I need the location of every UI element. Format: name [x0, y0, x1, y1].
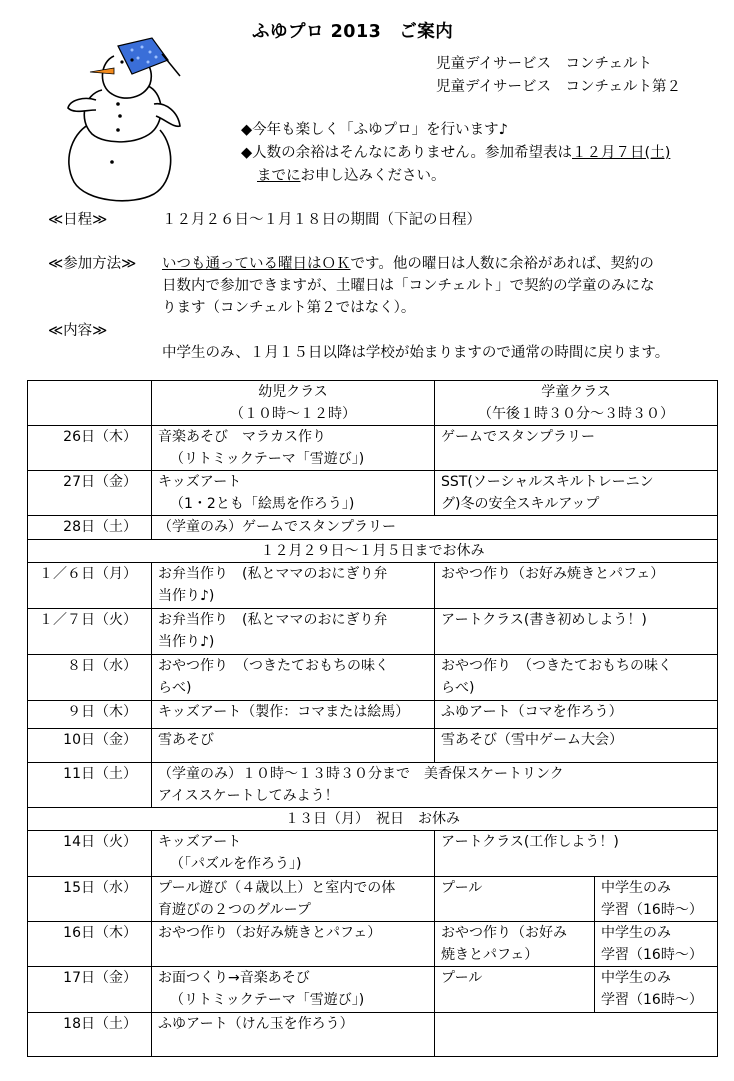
infant-activity-cell: [152, 922, 435, 967]
school-class-time: （午後１時３０分～３時３０）: [478, 406, 674, 422]
school-activity-cell: [435, 426, 718, 471]
activity-line: 音楽あそび マラカス作り: [158, 429, 326, 445]
infant-activity-cell: [152, 967, 435, 1013]
activity-line: （「パズルを作ろう」): [170, 856, 302, 872]
infant-class-title: 幼児クラス: [258, 384, 328, 400]
activity-line: お弁当作り (私とママのおにぎり弁: [158, 612, 388, 628]
school-activity-cell: [435, 1013, 718, 1057]
activity-line: 中学生のみ: [601, 970, 671, 986]
activity-line: 学習（16時～）: [601, 902, 703, 918]
school-activity-cell: [435, 655, 718, 701]
holiday-cell: １３日（月） 祝日 お休み: [28, 808, 718, 831]
merged-activity-cell: （学童のみ）ゲームでスタンプラリー: [152, 516, 718, 540]
table-row: [28, 831, 718, 877]
school-activity-cell: [435, 831, 718, 877]
activity-line: 中学生のみ: [601, 880, 671, 896]
activity-line: アートクラス(工作しよう！): [441, 834, 619, 850]
notice-line: ◆今年も楽しく「ふゆプロ」を行います♪: [241, 122, 508, 138]
activity-line: お面つくり→音楽あそび: [158, 970, 310, 986]
activity-line: プール遊び（４歳以上）と室内での体: [158, 880, 396, 896]
date-cell: 11日（土）: [28, 763, 152, 808]
date-cell: １／６日（月）: [28, 563, 152, 609]
activity-line: 中学生のみ: [601, 925, 671, 941]
activity-line: アイススケートしてみよう！: [158, 788, 339, 804]
date-cell: ８日（水）: [28, 655, 152, 701]
table-row: [28, 922, 718, 967]
activity-line: キッズアート: [158, 834, 242, 850]
date-cell: 27日（金）: [28, 471, 152, 516]
infant-activity-cell: [152, 609, 435, 655]
school-activity-cell: [435, 701, 718, 729]
infant-activity-cell: [152, 426, 435, 471]
table-row: [28, 1013, 718, 1057]
activity-line: SST(ソーシャルスキルトレーニン: [441, 474, 654, 490]
date-cell: 18日（土）: [28, 1013, 152, 1057]
infant-activity-cell: [152, 831, 435, 877]
header-school-cell: [435, 381, 718, 426]
table-row: [28, 471, 718, 516]
school-activity-cell: [435, 471, 718, 516]
organization-name: 児童デイサービス コンチェルト: [436, 56, 653, 72]
table-row: [28, 609, 718, 655]
activity-line: 育遊びの２つのグループ: [158, 902, 311, 918]
method-text: [162, 252, 654, 273]
table-row: [28, 763, 718, 808]
infant-activity-cell: [152, 1013, 435, 1057]
date-cell: 26日（木）: [28, 426, 152, 471]
activity-line: ふゆアート（コマを作ろう）: [441, 704, 623, 720]
activity-line: 当作り♪): [158, 588, 215, 604]
notice-text: お申し込みください。: [300, 168, 446, 184]
activity-line: おやつ作り（お好み: [441, 925, 567, 941]
table-row: [28, 967, 718, 1013]
activity-line: プール: [441, 970, 483, 986]
activity-line: （リトミックテーマ「雪遊び」): [170, 451, 365, 467]
date-cell: ９日（木）: [28, 701, 152, 729]
date-cell: 16日（木）: [28, 922, 152, 967]
date-cell: １／７日（火）: [28, 609, 152, 655]
infant-activity-cell: [152, 877, 435, 922]
date-cell: 17日（金）: [28, 967, 152, 1013]
activity-line: 雪あそび（雪中ゲーム大会）: [441, 732, 623, 748]
infant-activity-cell: [152, 563, 435, 609]
notice-line: [241, 141, 670, 162]
infant-activity-cell: [152, 729, 435, 763]
page-title: ふゆプロ 2013 ご案内: [252, 22, 454, 42]
activity-line: ふゆアート（けん玉を作ろう）: [158, 1016, 354, 1032]
date-cell: 10日（金）: [28, 729, 152, 763]
activity-line: 学習（16時～）: [601, 947, 703, 963]
activity-line: キッズアート（製作：コマまたは絵馬）: [158, 704, 410, 720]
infant-class-time: （１０時～１２時）: [230, 406, 356, 422]
content-label: ≪内容≫: [48, 323, 108, 339]
table-row: [28, 729, 718, 763]
table-row: [28, 701, 718, 729]
junior-high-cell: [595, 877, 718, 922]
merged-activity-cell: [152, 763, 718, 808]
school-activity-cell: [435, 729, 718, 763]
schedule-table-body: [28, 381, 718, 1057]
table-row: [28, 877, 718, 922]
school-activity-cell: [435, 609, 718, 655]
infant-activity-cell: [152, 701, 435, 729]
notice-text: ◆人数の余裕はそんなにありません。参加希望表は: [241, 145, 573, 161]
schedule-text: １２月２６日～１月１８日の期間（下記の日程）: [162, 212, 481, 228]
activity-line: アートクラス(書き初めしよう！): [441, 612, 647, 628]
activity-line: 雪あそび: [158, 732, 214, 748]
schedule-label: ≪日程≫: [48, 212, 108, 228]
organization-name: 児童デイサービス コンチェルト第２: [436, 79, 682, 95]
header-date-cell: [28, 381, 152, 426]
infant-activity-cell: [152, 655, 435, 701]
holiday-row: [28, 808, 718, 831]
activity-line: （リトミックテーマ「雪遊び」): [170, 992, 365, 1008]
infant-activity-cell: [152, 471, 435, 516]
activity-line: プール: [441, 880, 483, 896]
notice-line: [257, 164, 446, 185]
deadline-text: までに: [257, 168, 301, 184]
activity-line: おやつ作り（お好み焼きとパフェ）: [158, 925, 382, 941]
method-text: ります（コンチェルト第２ではなく）。: [162, 300, 416, 316]
holiday-cell: １２月２９日～１月５日までお休み: [28, 540, 718, 563]
activity-line: らべ): [158, 680, 192, 696]
header-infant-cell: [152, 381, 435, 426]
date-cell: 28日（土）: [28, 516, 152, 540]
activity-line: （学童のみ）１０時～１３時３０分まで 美香保スケートリンク: [158, 766, 564, 782]
activity-line: ゲームでスタンプラリー: [441, 429, 595, 445]
activity-line: おやつ作り （つきたておもちの味く: [158, 658, 389, 674]
school-class-title: 学童クラス: [541, 384, 611, 400]
method-emphasis: いつも通っている曜日はＯＫ: [162, 256, 351, 272]
activity-line: キッズアート: [158, 474, 242, 490]
method-text: 日数内で参加できますが、土曜日は「コンチェルト」で契約の学童のみにな: [162, 278, 655, 294]
method-label: ≪参加方法≫: [48, 256, 137, 272]
activity-line: グ)冬の安全スキルアップ: [441, 496, 600, 512]
table-row: [28, 563, 718, 609]
date-cell: 15日（水）: [28, 877, 152, 922]
junior-high-cell: [595, 967, 718, 1013]
table-row: [28, 426, 718, 471]
deadline-text: １２月７日(土): [572, 145, 671, 161]
school-activity-cell: [435, 922, 595, 967]
content-text: 中学生のみ、１月１５日以降は学校が始まりますので通常の時間に戻ります。: [162, 345, 670, 361]
holiday-row: [28, 540, 718, 563]
junior-high-cell: [595, 922, 718, 967]
schedule-table: [27, 380, 718, 1057]
activity-line: 学習（16時～）: [601, 992, 703, 1008]
school-activity-cell: [435, 877, 595, 922]
table-row: [28, 655, 718, 701]
school-activity-cell: [435, 967, 595, 1013]
table-header-row: [28, 381, 718, 426]
method-text-part: です。他の曜日は人数に余裕があれば、契約の: [350, 256, 654, 272]
activity-line: お弁当作り (私とママのおにぎり弁: [158, 566, 388, 582]
snowman-illustration: [62, 30, 192, 205]
activity-line: 当作り♪): [158, 634, 215, 650]
table-row: [28, 516, 718, 540]
activity-line: おやつ作り（お好み焼きとパフェ）: [441, 566, 665, 582]
school-activity-cell: [435, 563, 718, 609]
activity-line: らべ): [441, 680, 475, 696]
activity-line: 焼きとパフェ）: [441, 947, 539, 963]
activity-line: おやつ作り （つきたておもちの味く: [441, 658, 672, 674]
date-cell: 14日（火）: [28, 831, 152, 877]
activity-line: （1・2とも「絵馬を作ろう」): [170, 496, 355, 512]
